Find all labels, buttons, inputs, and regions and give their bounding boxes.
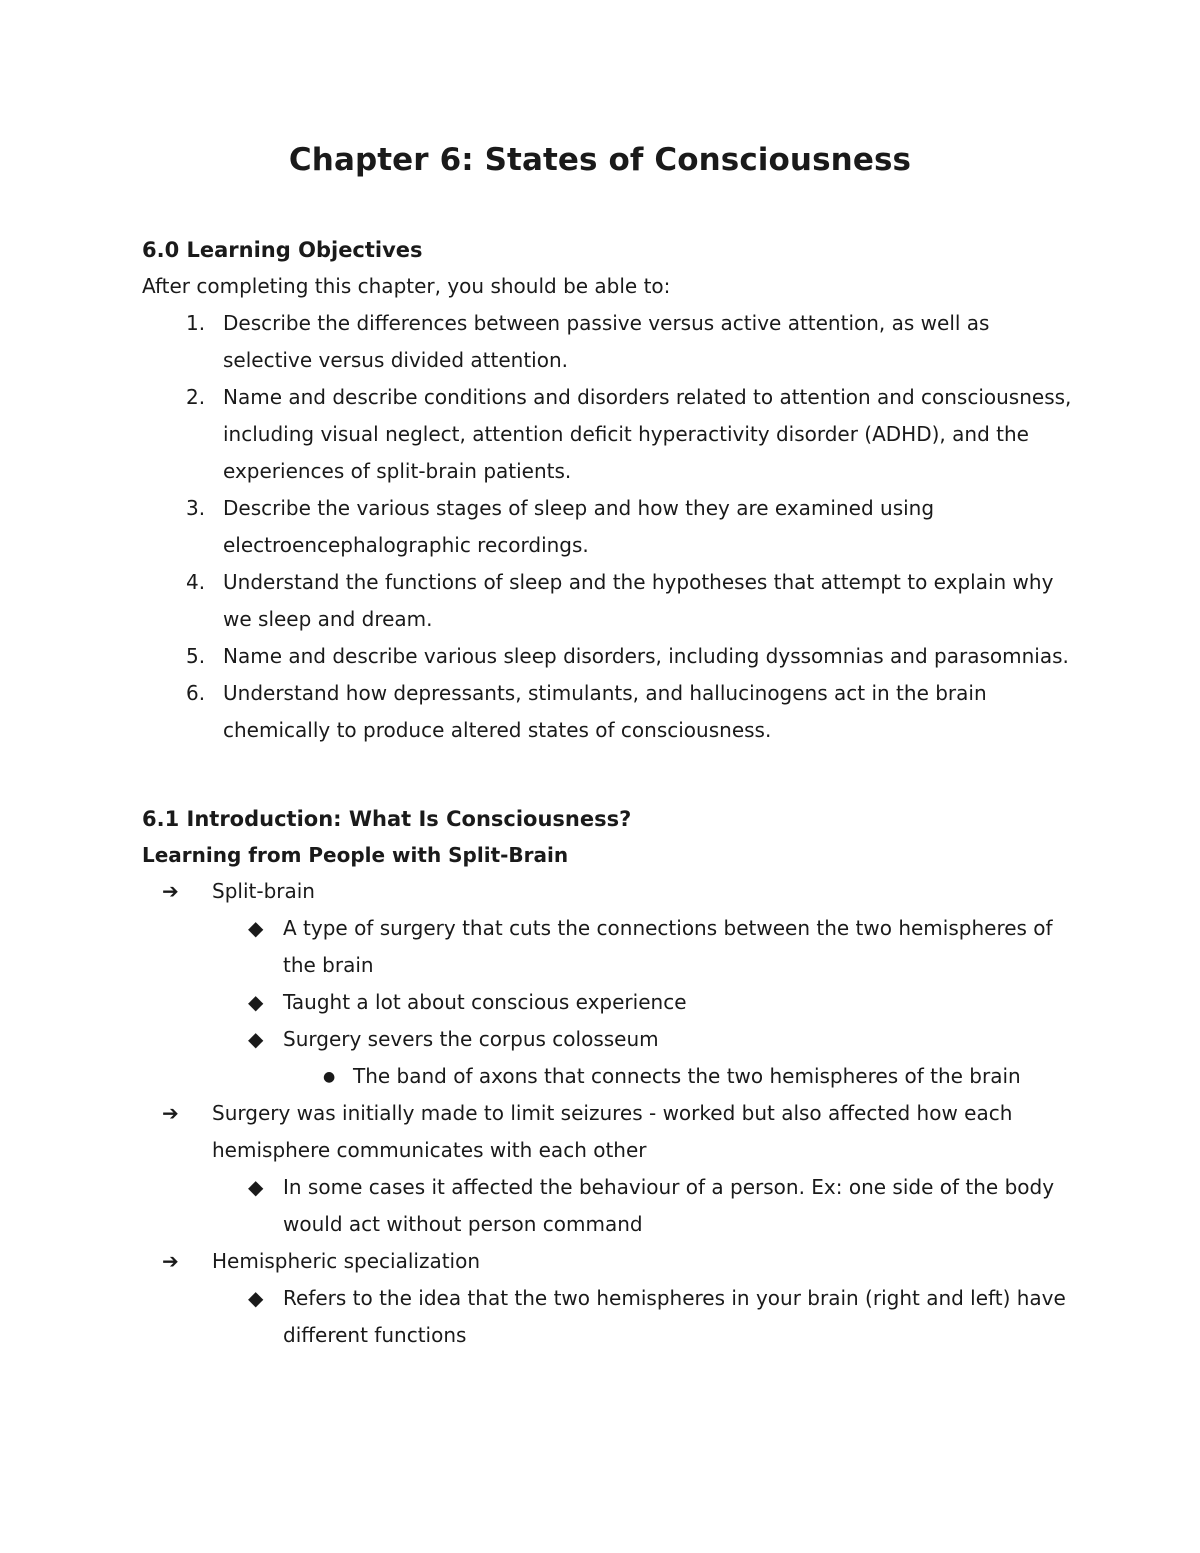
list-item	[142, 984, 1072, 1021]
list-item-text: A type of surgery that cuts the connections between the two hemispheres of the brain	[283, 916, 1053, 977]
list-item	[142, 1243, 1072, 1280]
section-heading-learning-objectives: 6.0 Learning Objectives	[142, 238, 423, 262]
objective-item	[142, 379, 1072, 490]
list-item	[142, 1280, 1072, 1354]
list-item-text: The band of axons that connects the two hemispheres of the brain	[353, 1064, 1021, 1088]
list-item	[142, 1021, 1072, 1058]
list-item-text: Surgery severs the corpus colosseum	[283, 1027, 659, 1051]
arrow-bullet-icon: ➔	[162, 1101, 179, 1125]
objective-item	[142, 675, 1072, 749]
list-number: 1.	[186, 311, 206, 335]
diamond-bullet-icon: ◆	[248, 916, 264, 940]
list-item	[142, 1058, 1072, 1095]
diamond-bullet-icon: ◆	[248, 990, 264, 1014]
list-number: 6.	[186, 681, 206, 705]
objective-text: Describe the various stages of sleep and how they are examined using electroencephalographic recordings.	[223, 496, 935, 557]
objective-text: Name and describe conditions and disorders related to attention and consciousness, including visual neglect, attention deficit hyperactivity disorder (ADHD), and the experiences of split-brain patients.	[223, 385, 1072, 483]
objective-text: Understand the functions of sleep and the hypotheses that attempt to explain why we sleep and dream.	[223, 570, 1054, 631]
diamond-bullet-icon: ◆	[248, 1027, 264, 1051]
arrow-bullet-icon: ➔	[162, 879, 179, 903]
diamond-bullet-icon: ◆	[248, 1175, 264, 1199]
list-number: 5.	[186, 644, 206, 668]
dot-bullet-icon: ●	[323, 1069, 336, 1085]
list-item	[142, 1095, 1072, 1169]
list-item-text: Surgery was initially made to limit seizures - worked but also affected how each hemisphere communicates with each other	[212, 1101, 1013, 1162]
list-item	[142, 1169, 1072, 1243]
objective-text: Name and describe various sleep disorders, including dyssomnias and parasomnias.	[223, 644, 1069, 668]
objective-item	[142, 305, 1072, 379]
list-item	[142, 873, 1072, 910]
notes-list	[142, 873, 1072, 1354]
diamond-bullet-icon: ◆	[248, 1286, 264, 1310]
objectives-list	[142, 305, 1072, 749]
list-item-text: Hemispheric specialization	[212, 1249, 481, 1273]
list-item	[142, 910, 1072, 984]
section-heading-introduction: 6.1 Introduction: What Is Consciousness?	[142, 807, 632, 831]
objective-text: Understand how depressants, stimulants, and hallucinogens act in the brain chemically to produce altered states of consciousness.	[223, 681, 987, 742]
list-number: 3.	[186, 496, 206, 520]
list-number: 2.	[186, 385, 206, 409]
list-item-text: Refers to the idea that the two hemispheres in your brain (right and left) have different functions	[283, 1286, 1066, 1347]
objective-item	[142, 490, 1072, 564]
chapter-title: Chapter 6: States of Consciousness	[288, 142, 912, 178]
list-item-text: Taught a lot about conscious experience	[283, 990, 687, 1014]
list-item-text: In some cases it affected the behaviour of a person. Ex: one side of the body would act without person command	[283, 1175, 1055, 1236]
document-body	[142, 232, 1072, 1354]
objective-text: Describe the differences between passive versus active attention, as well as selective versus divided attention.	[223, 311, 990, 372]
objective-item	[142, 638, 1072, 675]
objectives-intro: After completing this chapter, you should be able to:	[142, 274, 671, 298]
subheading-split-brain: Learning from People with Split-Brain	[142, 843, 569, 867]
list-item-text: Split-brain	[212, 879, 315, 903]
list-number: 4.	[186, 570, 206, 594]
arrow-bullet-icon: ➔	[162, 1249, 179, 1273]
objective-item	[142, 564, 1072, 638]
